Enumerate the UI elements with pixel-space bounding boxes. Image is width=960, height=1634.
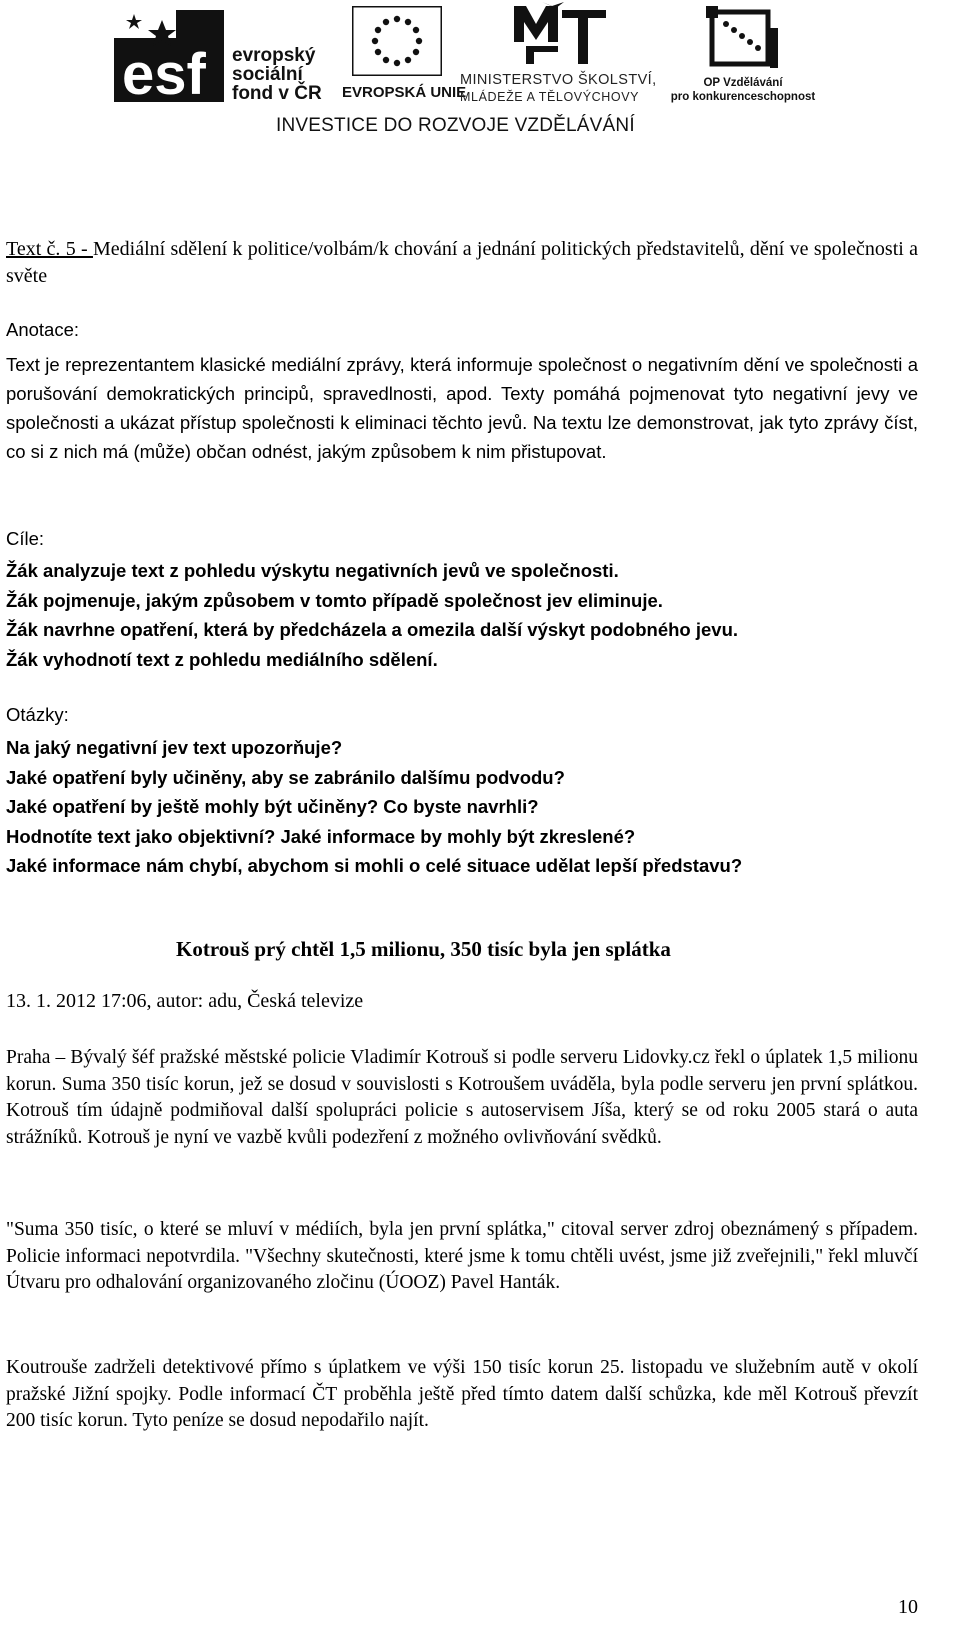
- tagline: INVESTICE DO ROZVOJE VZDĚLÁVÁNÍ: [276, 115, 635, 136]
- op-emblem-icon: [706, 6, 780, 72]
- question-item: Hodnotíte text jako objektivní? Jaké informace by mohly být zkreslené?: [6, 825, 636, 847]
- msmt-line-1: MINISTERSTVO ŠKOLSTVÍ,: [460, 72, 657, 88]
- questions-list: [6, 733, 742, 881]
- heading-prefix: Text č. 5 -: [6, 238, 93, 260]
- questions-label: Otázky:: [6, 704, 69, 725]
- heading-text: Mediální sdělení k politice/volbám/k chování a jednání politických představitelů, dění ve společnosti a světe: [6, 238, 918, 287]
- eu-flag-icon: [352, 6, 442, 76]
- goal-item: Žák vyhodnotí text z pohledu mediálního sdělení.: [6, 648, 438, 670]
- annotation-label: Anotace:: [6, 319, 80, 340]
- question-item: Na jaký negativní jev text upozorňuje?: [6, 737, 343, 758]
- msmt-logo: [460, 0, 660, 108]
- article-title: Kotrouš prý chtěl 1,5 milionu, 350 tisíc byla jen splátka: [176, 937, 671, 961]
- article-paragraph: "Suma 350 tisíc, o které se mluví v médiích, byla jen první splátka," citoval server zdroj obeznámený s případem. Policie informaci nepotvrdila. "Všechny skutečnosti, které jsme k tomu chtěli uvést, jsme již zveřejnili," řekl mluvčí Útvaru pro odhalování organizovaného zločinu (ÚOOZ) Pavel Hanták.: [6, 1219, 918, 1293]
- question-item: Jaké opatření byly učiněny, aby se zabránilo dalšímu podvodu?: [6, 766, 565, 788]
- article-byline: 13. 1. 2012 17:06, autor: adu, Česká televize: [6, 990, 364, 1012]
- eu-logo: [342, 6, 467, 106]
- goal-item: Žák navrhne opatření, která by předcházela a omezila další výskyt podobného jevu.: [6, 619, 739, 640]
- goals-label: Cíle:: [6, 528, 45, 549]
- esf-logo: [114, 10, 324, 110]
- goal-item: Žák pojmenuje, jakým způsobem v tomto případě společnost jev eliminuje.: [6, 589, 663, 611]
- op-text: OP Vzdělávání pro konkurenceschopnost: [670, 77, 816, 103]
- esf-text: evropský sociální fond v ČR: [232, 45, 322, 104]
- question-item: Jaké informace nám chybí, abychom si mohli o celé situace udělat lepší představu?: [6, 855, 743, 876]
- svg-text:esf: esf: [122, 42, 206, 102]
- msmt-monogram-icon: [512, 2, 608, 66]
- msmt-line-2: MLÁDEŽE A TĚLOVÝCHOVY: [460, 90, 640, 104]
- op-logo: [668, 6, 818, 106]
- annotation-text: Text je reprezentantem klasické mediální zprávy, která informuje společnost o negativním dění ve společnosti a porušování demokratických principů, spravedlnosti, apod. Texty pomáhá pojmenovat tyto negativní jevy ve společnosti a ukázat přístup společnosti k eliminaci těchto jevů. Na textu lze demonstrovat, jak tyto zprávy číst, co si z nich má (může) občan odnést, jakým způsobem k nim přistupovat.: [6, 354, 918, 462]
- goal-item: Žák analyzuje text z pohledu výskytu negativních jevů ve společnosti.: [6, 560, 619, 581]
- header-logos: [110, 0, 830, 150]
- article-paragraph: Koutrouše zadrželi detektivové přímo s úplatkem ve výši 150 tisíc korun 25. listopadu ve služebním autě v okolí pražské Jižní spojky. Podle informací ČT proběhla ještě před tímto datem další schůzka, kde měl Kotrouš převzít 200 tisíc korun. Tyto peníze se dosud nepodařilo najít.: [6, 1357, 918, 1431]
- esf-emblem-icon: [114, 10, 224, 102]
- goals-list: [6, 556, 738, 674]
- page-number: 10: [898, 1596, 918, 1618]
- article-paragraph: Praha – Bývalý šéf pražské městské policie Vladimír Kotrouš si podle serveru Lidovky.cz řekl o úplatek 1,5 milionu korun. Suma 350 tisíc korun, jež se dosud v souvislosti s Kotroušem uváděla, byla podle serveru jen první splátkou. Kotrouš tím údajně podmiňoval další spolupráci policie s autoservisem Jíša, který se od roku 2005 stará o auta strážníků. Kotrouš je nyní ve vazbě kvůli podezření z možného ovlivňování svědků.: [6, 1047, 918, 1148]
- document-heading: [6, 236, 918, 290]
- question-item: Jaké opatření by ještě mohly být učiněny? Co byste navrhli?: [6, 796, 539, 817]
- eu-text: EVROPSKÁ UNIE: [342, 84, 467, 101]
